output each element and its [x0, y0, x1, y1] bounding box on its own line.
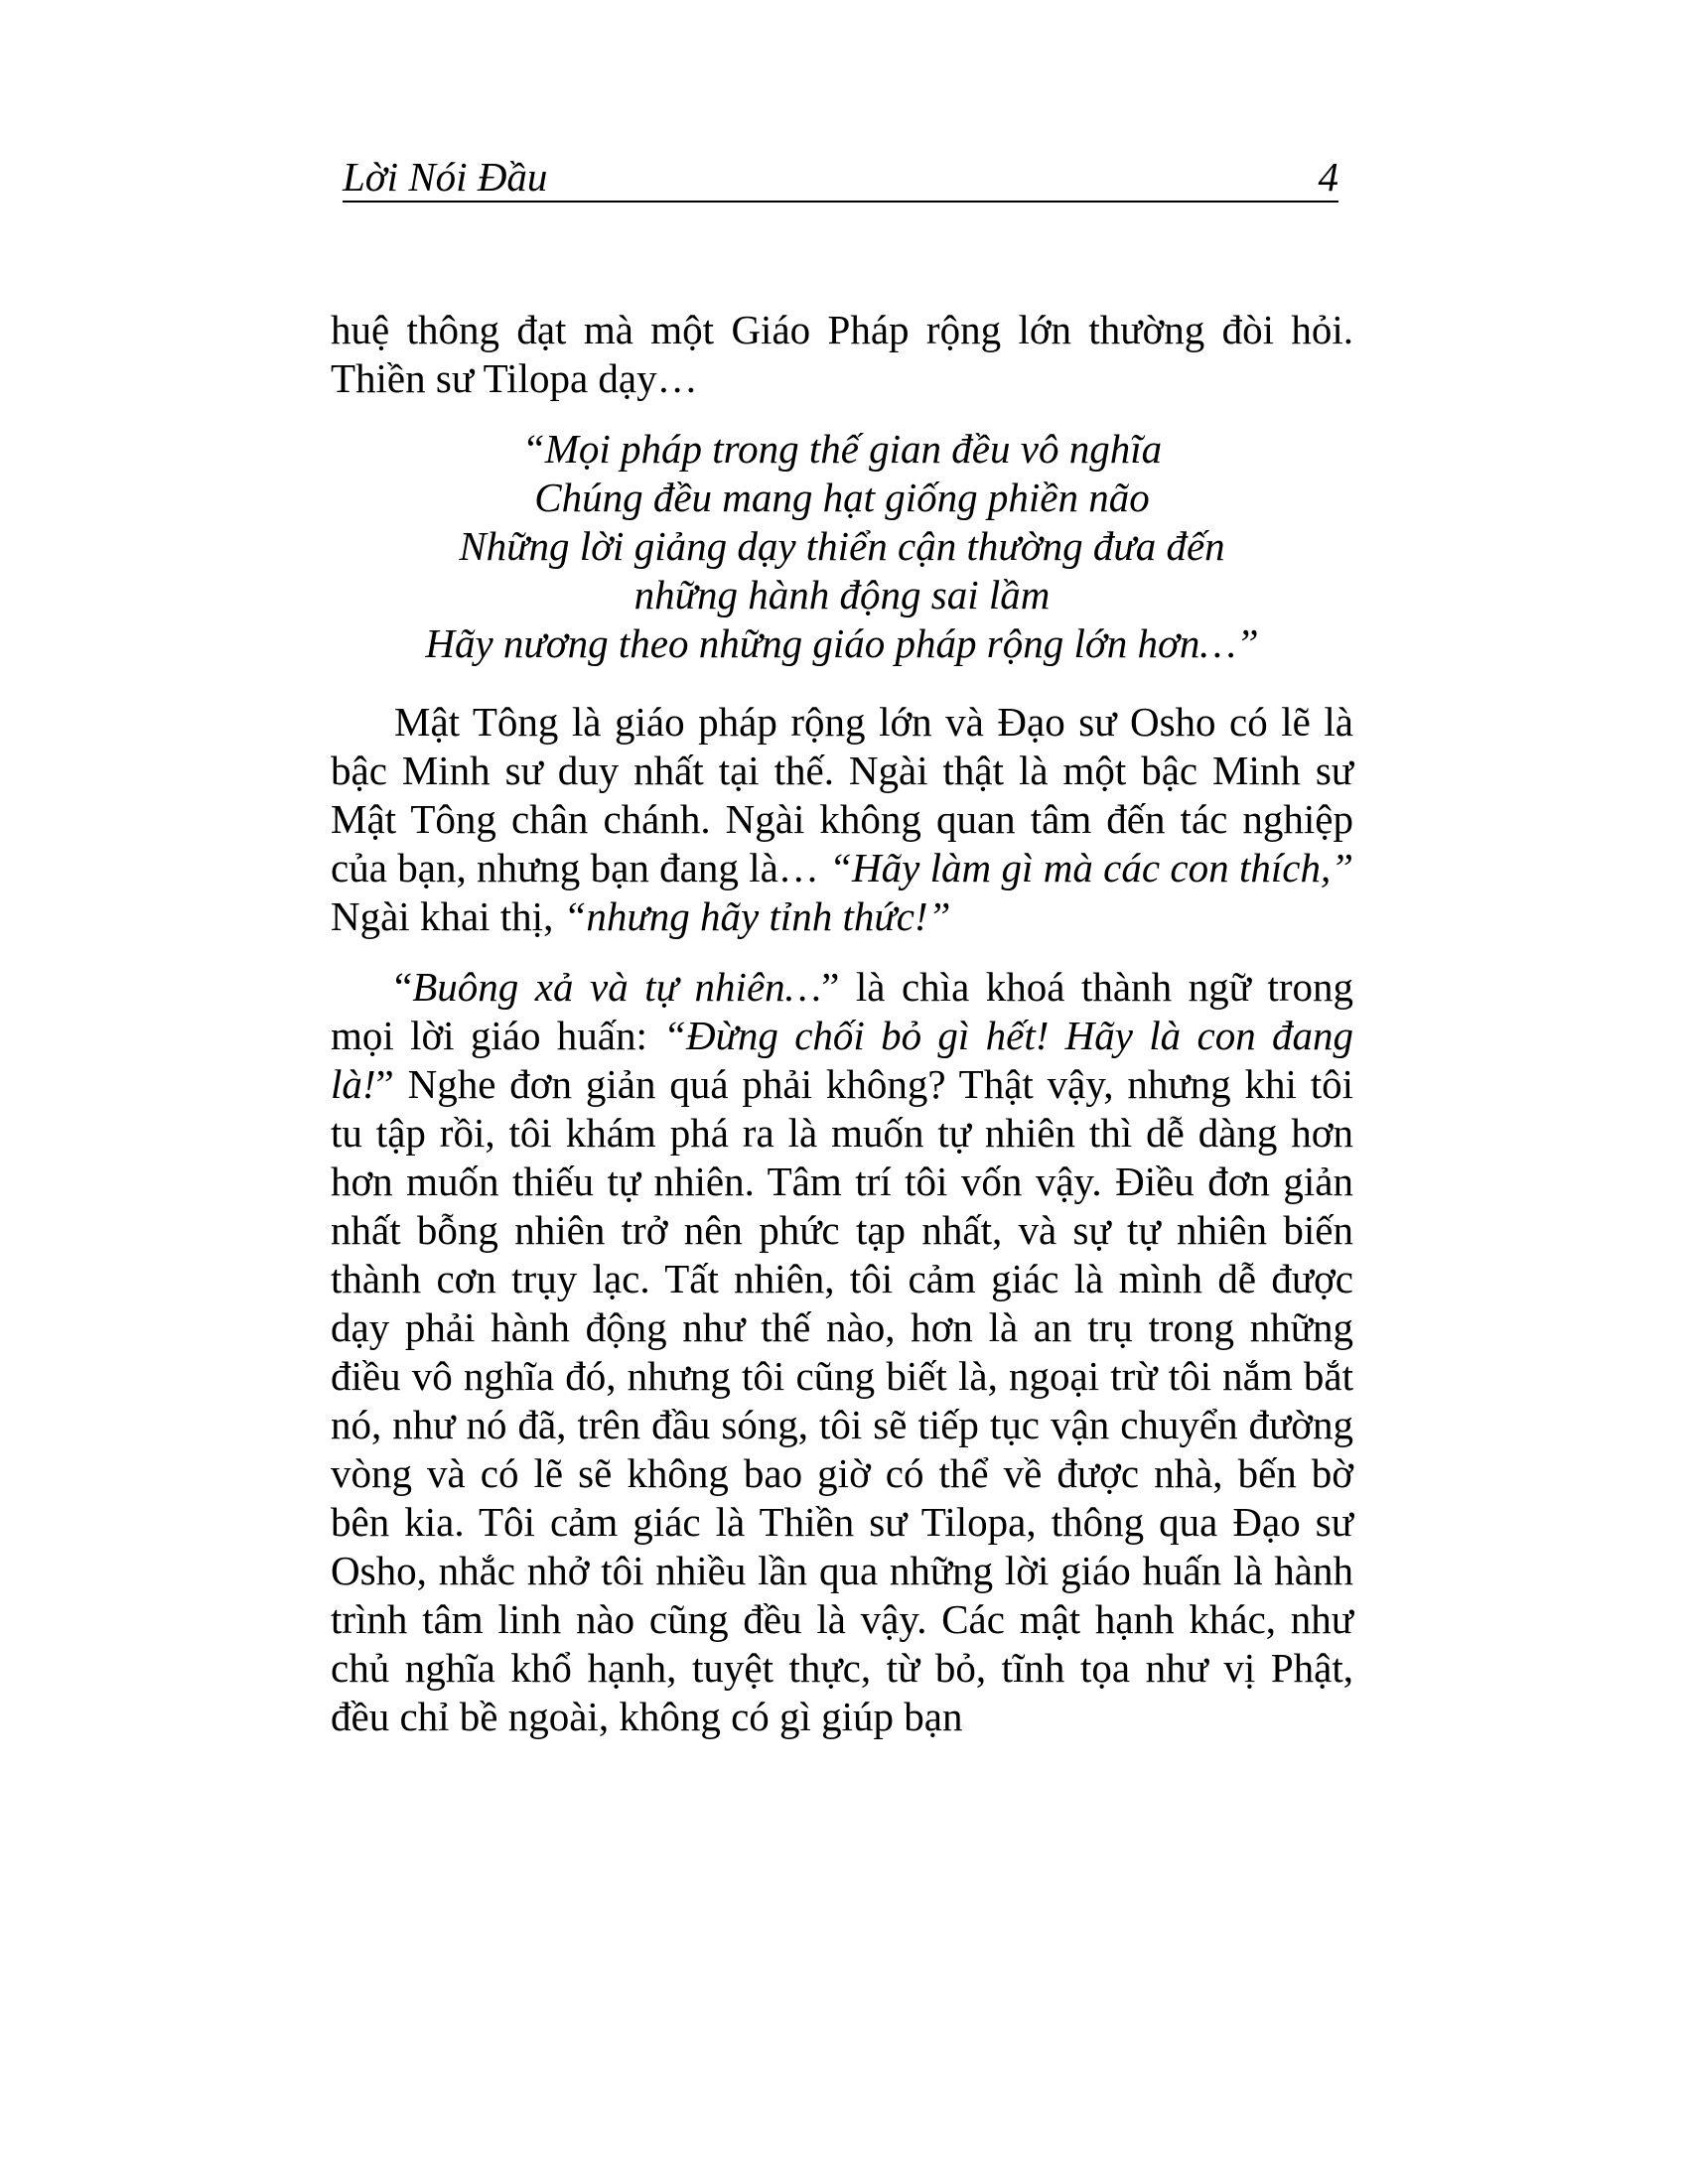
verse-line: Những lời giảng dạy thiển cận thường đưa đến: [459, 523, 1225, 569]
italic-quote: Buông xả và tự nhiên…: [412, 964, 822, 1010]
italic-quote: “nhưng hãy tỉnh thức!”: [563, 893, 951, 939]
italic-quote: “Đừng chối bỏ gì hết! Hãy là con đang là!: [331, 1013, 1353, 1107]
paragraph-gap: [331, 941, 1353, 963]
verse-line: những hành động sai lầm: [633, 572, 1051, 617]
paragraph-text: Ngài khai thị,: [331, 893, 554, 939]
paragraph-continuation: huệ thông đạt mà một Giáo Pháp rộng lớn thường đòi hỏi. Thiền sư Tilopa dạy…: [331, 307, 1353, 401]
page-number: 4: [1318, 154, 1338, 200]
verse-line: “Mọi pháp trong thế gian đều vô nghĩa: [521, 426, 1163, 472]
paragraph-mat-tong: [331, 698, 1353, 941]
verse-quote: [331, 425, 1353, 668]
page-header: [343, 149, 1338, 203]
italic-quote: “Hãy làm gì mà các con thích,”: [829, 845, 1354, 890]
open-quote-mark: “: [394, 964, 413, 1010]
paragraph-text: Mật Tông là giáo pháp rộng lớn và Đạo sư Osho có lẽ là bậc Minh sư duy nhất tại thế. Ngài thật là một bậc Minh sư Mật Tông chân chánh. Ngài không quan tâm đến tác nghiệp của bạn, nhưng bạn đang là…: [331, 699, 1353, 890]
page-body: [331, 306, 1353, 1741]
paragraph-buong-xa: [331, 963, 1353, 1741]
verse-line: Hãy nương theo những giáo pháp rộng lớn hơn…”: [425, 620, 1259, 666]
paragraph-text: ” Nghe đơn giản quá phải không? Thật vậy, nhưng khi tôi tu tập rồi, tôi khám phá ra là muốn tự nhiên thì dễ dàng hơn hơn muốn thiếu tự nhiên. Tâm trí tôi vốn vậy. Điều đơn giản nhất bỗng nhiên trở nên phức tạp nhất, và sự tự nhiên biến thành cơn trụy lạc. Tất nhiên, tôi cảm giác là mình dễ được dạy phải hành động như thế nào, hơn là an trụ trong những điều vô nghĩa đó, nhưng tôi cũng biết là, ngoại trừ tôi nắm bắt nó, như nó đã, trên đầu sóng, tôi sẽ tiếp tục vận chuyển đường vòng và có lẽ sẽ không bao giờ có thể về được nhà, bến bờ bên kia. Tôi cảm giác là Thiền sư Tilopa, thông qua Đạo sư Osho, nhắc nhở tôi nhiều lần qua những lời giáo huấn là hành trình tâm linh nào cũng đều là vậy. Các mật hạnh khác, như chủ nghĩa khổ hạnh, tuyệt thực, từ bỏ, tĩnh tọa như vị Phật, đều chỉ bề ngoài, không có gì giúp bạn: [331, 1061, 1353, 1739]
chapter-title: Lời Nói Đầu: [343, 154, 548, 200]
paragraph-text: ” là chìa khoá thành ngữ trong mọi lời giáo huấn:: [331, 964, 1353, 1058]
verse-line: Chúng đều mang hạt giống phiền não: [534, 475, 1150, 520]
